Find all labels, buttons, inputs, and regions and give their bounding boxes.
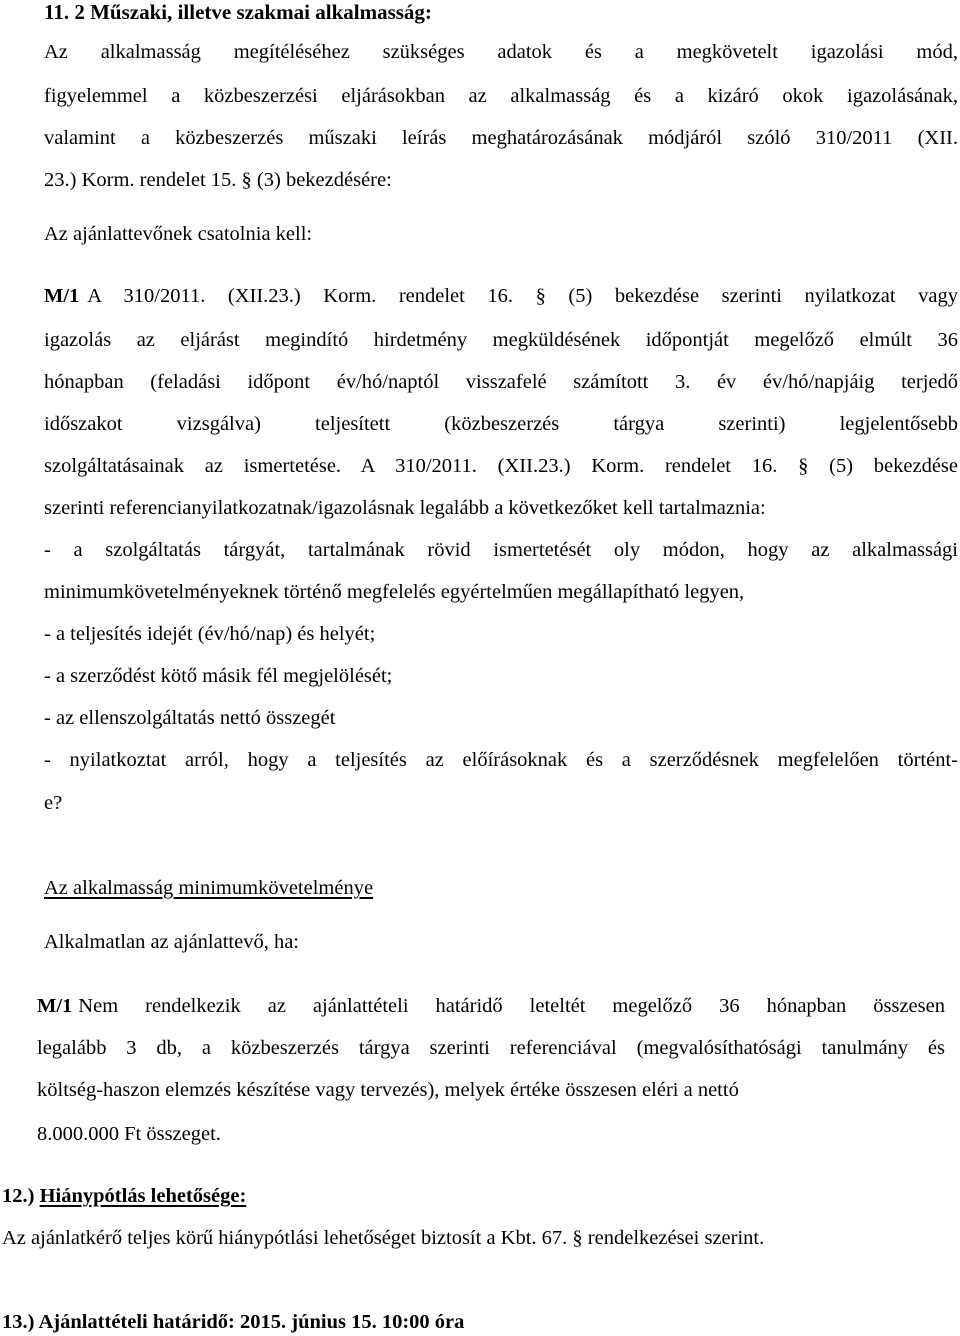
m1-line-8: - a teljesítés idejét (év/hó/nap) és helyét; bbox=[44, 623, 376, 645]
m1-first-line bbox=[44, 284, 958, 308]
m1-line-1: igazolás az eljárást megindító hirdetmény megküldésének időpontját megelőző elmúlt 36 bbox=[44, 329, 958, 351]
intro-line-4: 23.) Korm. rendelet 15. § (3) bekezdésére: bbox=[44, 169, 392, 191]
m1-line-9: - a szerződést kötő másik fél megjelölését; bbox=[44, 665, 393, 687]
req-first-line bbox=[37, 994, 945, 1018]
m1-line-11: - nyilatkoztat arról, hogy a teljesítés az előírásoknak és a szerződésnek megfelelően történt- bbox=[44, 749, 958, 771]
section-12-number: 12.) bbox=[2, 1185, 35, 1207]
section-13-deadline: 13.) Ajánlattételi határidő: 2015. június 15. 10:00 óra bbox=[2, 1311, 465, 1333]
req-line-2: költség-haszon elemzés készítése vagy tervezés), melyek értéke összesen eléri a nettó bbox=[37, 1079, 739, 1101]
m1-line-3: időszakot vizsgálva) teljesített (közbeszerzés tárgya szerinti) legjelentősebb bbox=[44, 413, 958, 435]
m1-first-text: A 310/2011. (XII.23.) Korm. rendelet 16. § (5) bekezdése szerinti nyilatkozat vagy bbox=[87, 285, 958, 307]
m1-line-6: - a szolgáltatás tárgyát, tartalmának rövid ismertetését oly módon, hogy az alkalmassági bbox=[44, 539, 958, 561]
m1-line-10: - az ellenszolgáltatás nettó összegét bbox=[44, 707, 336, 729]
unfit-line: Alkalmatlan az ajánlattevő, ha: bbox=[44, 931, 299, 953]
req-first-text: Nem rendelkezik az ajánlattételi határidő leteltét megelőző 36 hónapban összesen bbox=[78, 995, 945, 1017]
m1-line-2: hónapban (feladási időpont év/hó/naptól visszafelé számított 3. év év/hó/napjáig terjedő bbox=[44, 371, 958, 393]
intro-line-2: figyelemmel a közbeszerzési eljárásokban az alkalmasság és a kizáró okok igazolásának, bbox=[44, 85, 958, 107]
m1-line-12: e? bbox=[44, 792, 63, 814]
m1-label: M/1 bbox=[44, 285, 80, 307]
m1-line-7: minimumkövetelményeknek történő megfelelés egyértelműen megállapítható legyen, bbox=[44, 581, 745, 603]
section-12-heading bbox=[2, 1184, 246, 1208]
attach-heading: Az ajánlattevőnek csatolnia kell: bbox=[44, 223, 313, 245]
section-12-text: Az ajánlatkérő teljes körű hiánypótlási lehetőséget biztosít a Kbt. 67. § rendelkezései szerint. bbox=[2, 1227, 765, 1249]
intro-line-1: Az alkalmasság megítéléséhez szükséges adatok és a megkövetelt igazolási mód, bbox=[44, 41, 958, 63]
intro-line-3: valamint a közbeszerzés műszaki leírás meghatározásának módjáról szóló 310/2011 (XII. bbox=[44, 127, 958, 149]
req-line-3: 8.000.000 Ft összeget. bbox=[37, 1123, 221, 1145]
section-11-heading: 11. 2 Műszaki, illetve szakmai alkalmasság: bbox=[44, 0, 432, 24]
req-label: M/1 bbox=[37, 995, 73, 1017]
m1-line-4: szolgáltatásainak az ismertetése. A 310/2011. (XII.23.) Korm. rendelet 16. § (5) bekezdése bbox=[44, 455, 958, 477]
req-line-1: legalább 3 db, a közbeszerzés tárgya szerinti referenciával (megvalósíthatósági tanulmány és bbox=[37, 1037, 945, 1059]
m1-line-5: szerinti referencianyilatkozatnak/igazolásnak legalább a következőket kell tartalmaznia: bbox=[44, 497, 766, 519]
min-requirement-heading: Az alkalmasság minimumkövetelménye bbox=[44, 877, 374, 899]
section-12-title: Hiánypótlás lehetősége: bbox=[39, 1185, 247, 1207]
